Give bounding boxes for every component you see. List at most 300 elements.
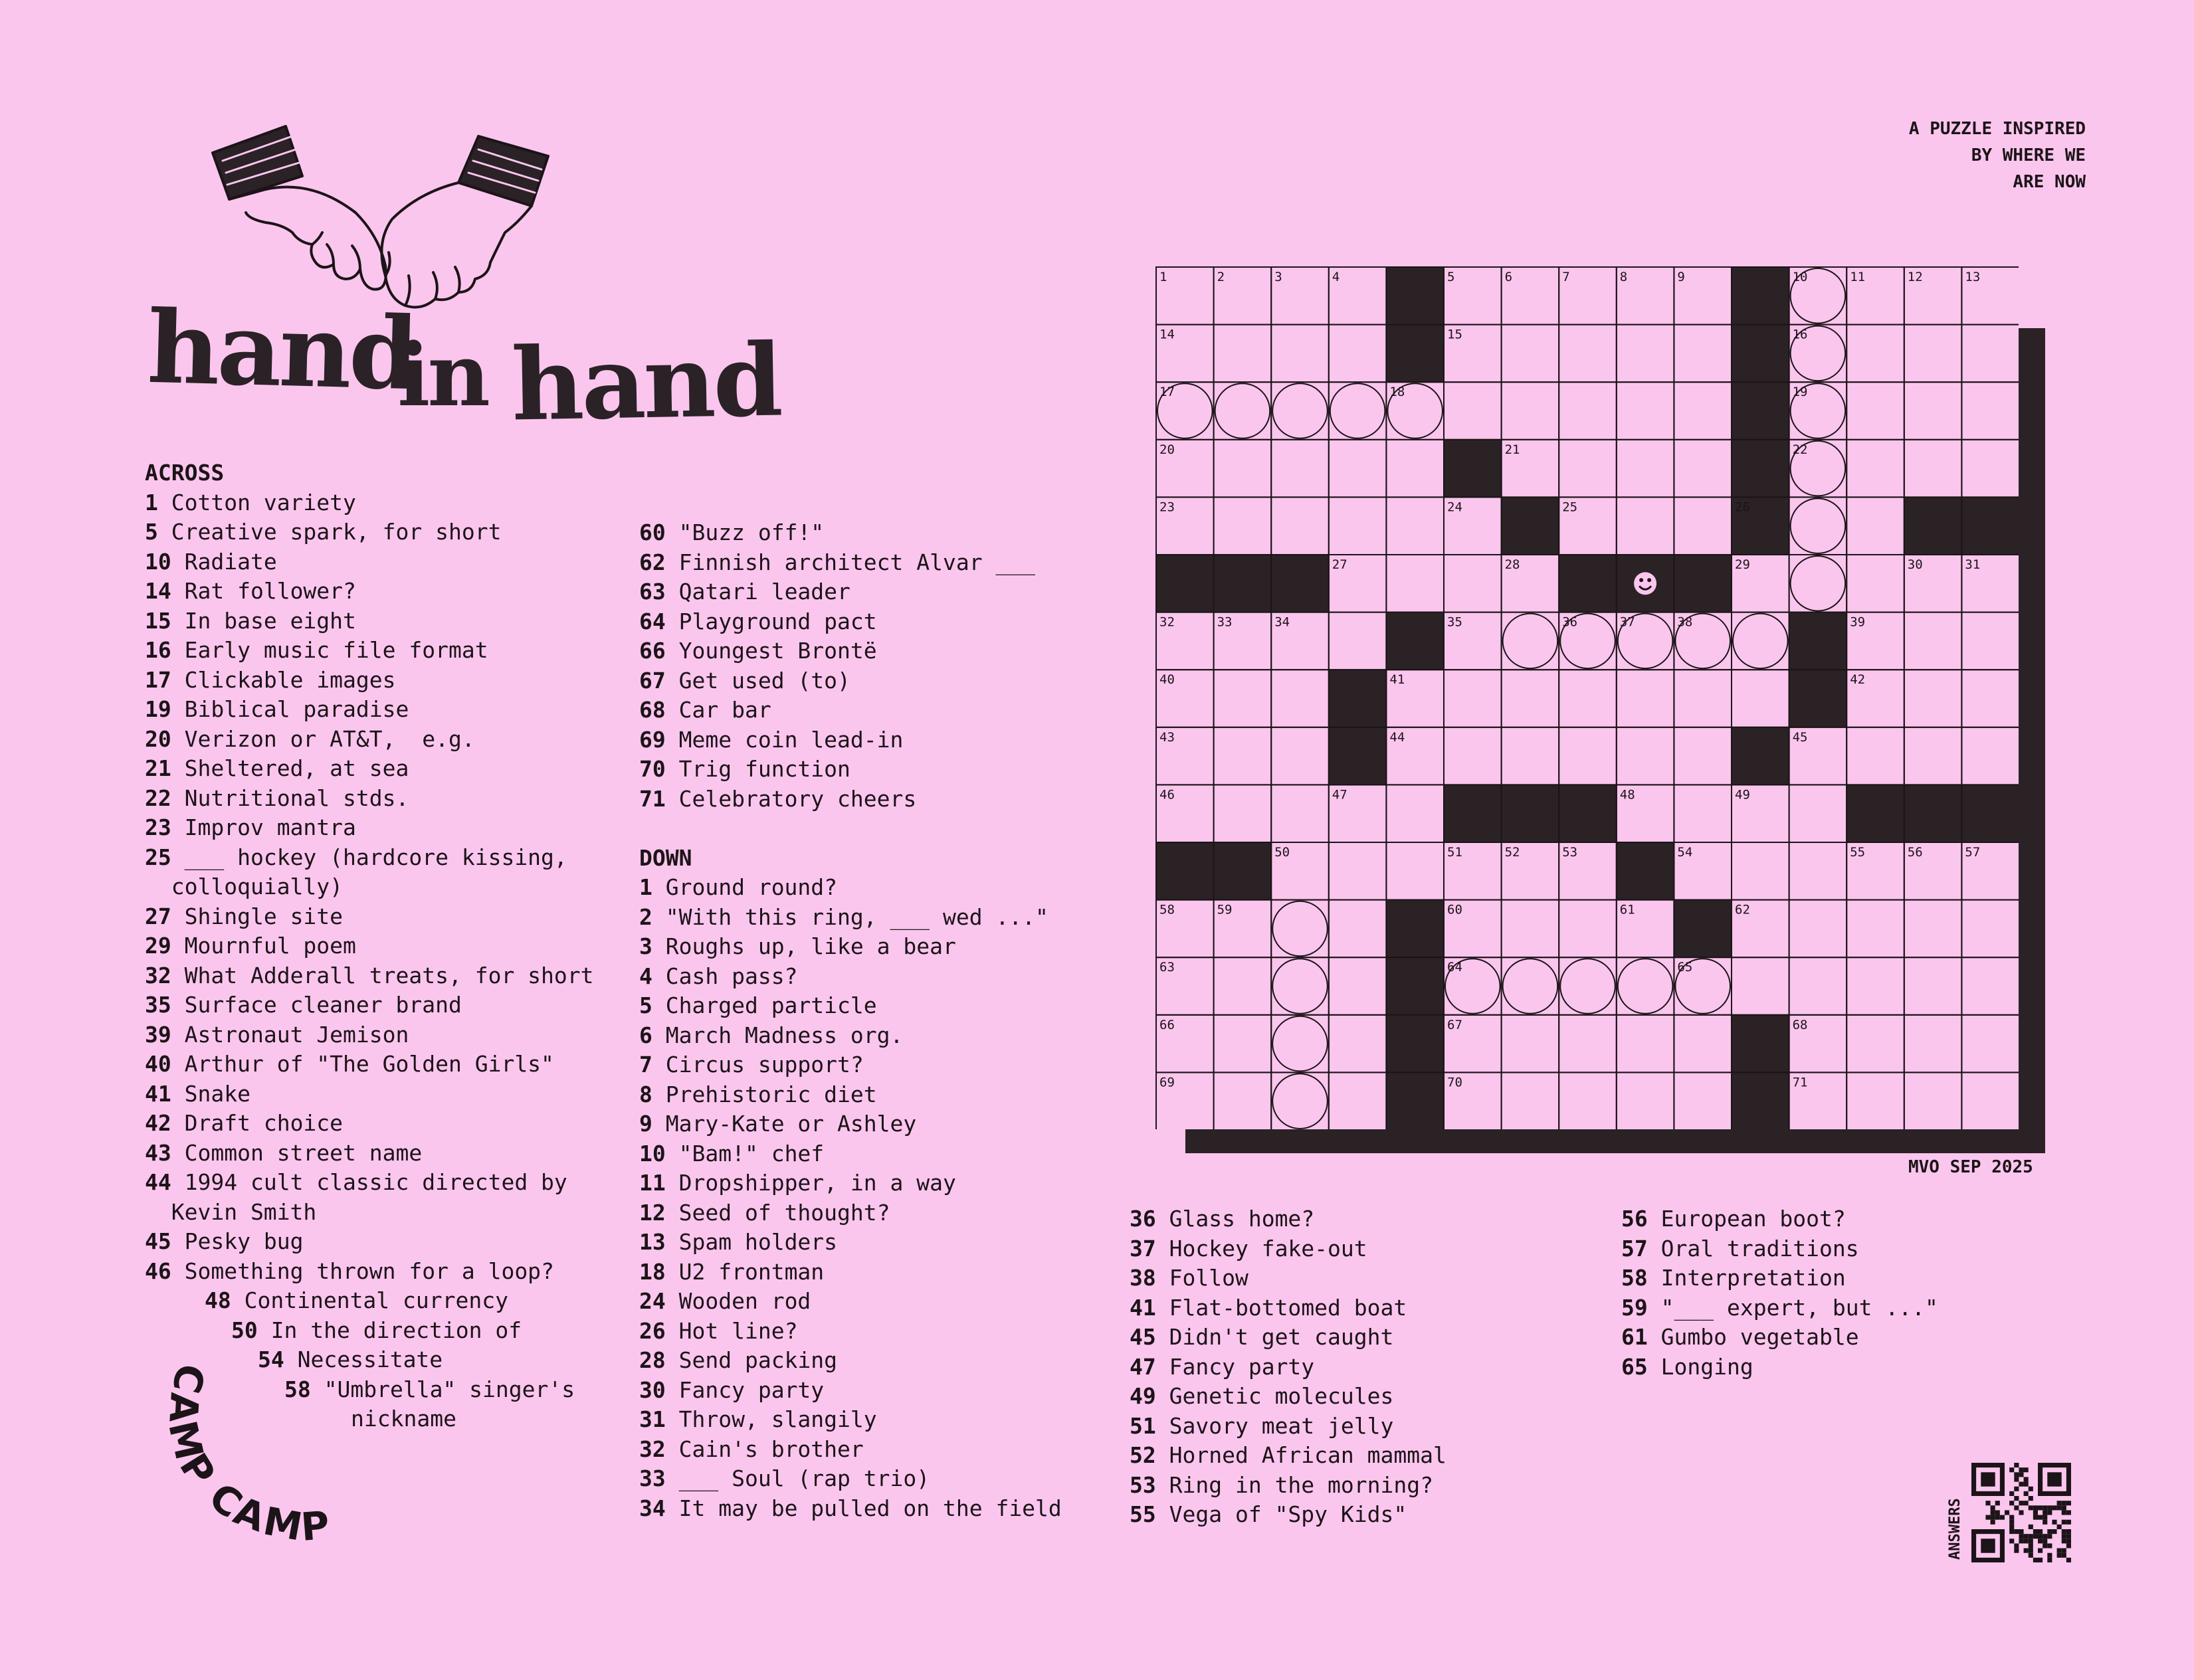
grid-block [1732,727,1789,785]
clue-number: 21 [145,755,171,781]
tagline: A PUZZLE INSPIRED BY WHERE WE ARE NOW [1908,119,2086,192]
clue-text: Genetic molecules [1169,1383,1394,1409]
clue-text: Celebratory cheers [678,785,917,812]
grid-number: 61 [1619,902,1635,917]
clue-text: Mournful poem [184,933,356,959]
grid-number: 17 [1159,385,1175,400]
qr-module [1991,1505,1995,1510]
clue-number: 28 [639,1347,666,1373]
clue-text: 1994 cult classic directed by [184,1169,567,1195]
grid-number: 13 [1965,270,1981,284]
clue-number: 22 [145,785,171,811]
clue-text: Biblical paradise [184,696,409,722]
qr-module [2014,1543,2019,1548]
grid-block [1674,555,1732,612]
clue-number: 11 [639,1170,666,1196]
grid-number: 41 [1389,672,1405,688]
clue-text: Throw, slangily [678,1406,877,1432]
down-clue [1130,1204,1446,1234]
clue-number: 36 [1130,1206,1156,1232]
qr-module [2062,1529,2066,1534]
clue-text: Draft choice [184,1110,344,1136]
clue-text: Finnish architect Alvar ___ [678,549,1036,575]
clue-text: Nutritional stds. [184,785,409,811]
qr-module [2033,1529,2038,1534]
across-clue [145,843,594,873]
qr-finder [2047,1472,2061,1486]
grid-number: 30 [1907,557,1923,572]
grid-number: 55 [1850,845,1866,860]
across-clue [639,636,1062,666]
clue-text: nickname [351,1406,456,1432]
clue-text: Seed of thought? [678,1199,890,1226]
grid-number: 46 [1159,787,1175,802]
qr-module [2024,1482,2029,1487]
clue-number: 32 [639,1436,666,1462]
clue-number: 69 [639,726,666,753]
clue-text: Mary-Kate or Ashley [665,1111,917,1137]
clue-number: 56 [1621,1206,1648,1232]
down-clue [639,903,1062,933]
qr-module [1995,1515,2000,1520]
qr-module [2019,1472,2023,1477]
down-clue [1130,1471,1446,1501]
clue-text: Creative spark, for short [171,519,502,545]
down-clue [639,991,1062,1021]
grid-number: 60 [1447,902,1462,917]
clue-number: 61 [1621,1324,1648,1350]
down-clue [1130,1323,1446,1353]
qr-module [2057,1525,2062,1529]
qr-module [2033,1510,2038,1515]
across-clue [145,902,594,932]
clue-number: 64 [639,608,666,634]
qr-module [2029,1548,2033,1553]
clue-text: Dropshipper, in a way [678,1170,956,1196]
clue-text: Glass home? [1169,1206,1315,1232]
clue-number: 55 [1130,1501,1156,1527]
qr-module [2057,1553,2062,1558]
down-clue-list-4 [1621,1204,1938,1382]
qr-module [2057,1505,2062,1510]
across-clue [145,517,594,547]
title-in: in [397,324,488,426]
grid-number: 42 [1850,672,1866,688]
across-clue [145,784,594,814]
clue-number: 50 [231,1317,258,1343]
clue-number: 54 [258,1347,284,1372]
across-clue-list-2 [639,518,1062,814]
clue-text: Wooden rod [678,1288,811,1314]
grid-block [1732,1072,1789,1129]
clue-number: 57 [1621,1235,1648,1261]
qr-module [2038,1539,2043,1543]
clue-number: 1 [639,874,652,900]
clue-number: 41 [1130,1294,1156,1321]
clue-number: 8 [639,1081,652,1107]
qr-module [2033,1505,2038,1510]
clue-number: 44 [145,1169,171,1195]
clue-text: Flat-bottomed boat [1169,1294,1407,1321]
qr-module [2033,1534,2038,1539]
clue-text: Longing [1660,1353,1753,1380]
qr-module [1985,1515,1990,1520]
across-heading: ACROSS [145,460,225,486]
clue-text: Vega of "Spy Kids" [1169,1501,1407,1527]
qr-module [2066,1543,2071,1548]
across-clue [145,813,594,843]
clue-number: 13 [639,1229,666,1255]
clue-number: 63 [639,579,666,605]
clue-number: 66 [639,638,666,664]
clue-number: 48 [205,1287,231,1313]
grid-number: 23 [1159,500,1175,515]
clue-text: Meme coin lead-in [678,726,904,753]
qr-module [2062,1505,2066,1510]
qr-module [1991,1510,1995,1515]
clue-number: 10 [145,548,171,575]
qr-module [2062,1501,2066,1505]
clue-text: Hockey fake-out [1169,1235,1367,1261]
qr-module [2024,1477,2029,1481]
grid-block [1214,842,1272,900]
grid-block [1904,497,1962,555]
grid-block [1156,842,1214,900]
grid-block [1271,555,1329,612]
clue-number: 31 [639,1406,666,1432]
clue-number: 38 [1130,1265,1156,1291]
across-clue [145,961,594,991]
down-clue [639,1494,1062,1524]
down-clue [639,1228,1062,1258]
grid-block [1732,325,1789,383]
grid-block [1674,900,1732,958]
qr-module [2009,1501,2014,1505]
clue-number: 9 [639,1111,652,1137]
clue-text: Horned African mammal [1169,1442,1446,1468]
clue-number: 34 [639,1495,666,1521]
clue-text: In the direction of [270,1317,522,1343]
grid-block [1961,785,2019,842]
qr-module [2066,1534,2071,1539]
clue-number: 60 [639,519,666,545]
clue-number: 52 [1130,1442,1156,1468]
clue-text: "Buzz off!" [678,519,825,545]
grid-number: 31 [1965,557,1981,572]
qr-module [2029,1487,2033,1491]
clue-text: March Madness org. [665,1022,904,1048]
clue-number: 5 [145,519,158,545]
clue-text: Something thrown for a loop? [184,1258,554,1284]
grid-block [1559,555,1617,612]
grid-number: 29 [1735,557,1750,572]
answers-label: ANSWERS [1947,1498,1963,1560]
grid-block [1386,900,1444,958]
down-clue [1130,1234,1446,1264]
clue-text: "With this ring, ___ wed ..." [665,903,1048,930]
grid-number: 32 [1159,614,1175,630]
across-clue [145,1316,575,1346]
grid-number: 52 [1504,845,1520,860]
grid-number: 62 [1735,902,1750,917]
title-hand-2: hand [510,322,781,444]
clue-text: Get used (to) [678,667,850,694]
grid-number: 20 [1159,442,1175,457]
clue-text: Verizon or AT&T, e.g. [184,725,475,752]
down-clue [1130,1412,1446,1442]
grid-block [1386,1015,1444,1073]
grid-number: 43 [1159,729,1175,745]
grid-number: 70 [1447,1075,1462,1090]
clue-text: European boot? [1660,1206,1846,1232]
grid-block [1846,785,1904,842]
grid-block [1789,612,1847,670]
down-clue [1621,1353,1938,1382]
qr-module [2043,1515,2047,1520]
across-clue [639,607,1062,637]
credit: MVO SEP 2025 [1908,1157,2033,1177]
grid-number: 2 [1217,270,1225,284]
qr-module [1995,1510,2000,1515]
grid-number: 59 [1217,902,1233,917]
grid-number: 6 [1504,270,1513,284]
grid-number: 64 [1447,960,1462,975]
grid-block [1789,670,1847,727]
qr-module [2029,1553,2033,1558]
clue-number: 65 [1621,1353,1648,1380]
clue-number: 49 [1130,1383,1156,1409]
clue-text: ___ hockey (hardcore kissing, [184,844,567,870]
across-clue [639,548,1062,578]
clue-number: 68 [639,697,666,723]
clue-number: 5 [639,992,652,1018]
grid-number: 71 [1792,1075,1808,1090]
grid-number: 44 [1389,729,1405,745]
grid-number: 53 [1562,845,1578,860]
grid-number: 48 [1619,787,1635,802]
grid-number: 51 [1447,845,1462,860]
clue-number: 26 [639,1317,666,1344]
grid-number: 1 [1159,270,1167,284]
clue-text: Didn't get caught [1169,1324,1394,1350]
grid-number: 33 [1217,614,1233,630]
clue-text: Ground round? [665,874,838,900]
down-clue [1130,1353,1446,1382]
grid-number: 25 [1562,500,1578,515]
across-clue-list [145,488,594,1287]
clue-text: Arthur of "The Golden Girls" [184,1051,554,1077]
qr-module [2043,1510,2047,1515]
clue-text: Continental currency [244,1287,508,1313]
clue-number: 41 [145,1080,171,1107]
grid-block [1156,555,1214,612]
clue-text: Spam holders [678,1229,838,1255]
clue-number: 47 [1130,1353,1156,1380]
clue-text: "Bam!" chef [678,1140,825,1167]
qr-module [2009,1525,2014,1529]
qr-module [1991,1515,1995,1520]
qr-module [2043,1534,2047,1539]
qr-module [2033,1515,2038,1520]
clue-number: 18 [639,1258,666,1285]
across-clue [145,1079,594,1109]
across-clue [145,1198,594,1228]
grid-number: 34 [1274,614,1290,630]
crossword-grid[interactable] [1155,266,2019,1129]
clue-text: Oral traditions [1660,1235,1859,1261]
qr-module [2047,1553,2052,1558]
down-clue [1130,1293,1446,1323]
clue-number: 53 [1130,1471,1156,1498]
grid-number: 22 [1792,442,1808,457]
grid-number: 40 [1159,672,1175,688]
clue-number: 25 [145,844,171,870]
qr-module [2024,1539,2029,1543]
down-clue [1621,1234,1938,1264]
grid-number: 14 [1159,327,1175,342]
across-clue [639,518,1062,548]
qr-module [2029,1525,2033,1529]
grid-block [1502,785,1559,842]
clue-text: Pesky bug [184,1228,304,1254]
clue-number: 62 [639,549,666,575]
clue-number: 17 [145,666,171,693]
clue-text: Qatari leader [678,579,850,605]
across-clue [145,725,594,755]
qr-module [2024,1491,2029,1496]
qr-module [2066,1520,2071,1525]
grid-number: 4 [1332,270,1340,284]
down-clue [1621,1204,1938,1234]
clue-number: 20 [145,725,171,752]
clue-number: 2 [639,903,652,930]
down-clue-list-3 [1130,1204,1446,1530]
grid-number: 11 [1850,270,1866,284]
clue-number: 71 [639,785,666,812]
clue-number: 33 [639,1465,666,1491]
clue-text: Send packing [678,1347,838,1373]
across-clue [145,695,594,725]
clue-number: 39 [145,1021,171,1048]
down-clue [1130,1382,1446,1412]
qr-module [2033,1558,2038,1562]
clue-text: Cain's brother [678,1436,864,1462]
qr-module [2043,1520,2047,1525]
qr-module [2029,1505,2033,1510]
qr-module [2019,1534,2023,1539]
clue-number: 67 [639,667,666,694]
clue-text: Trig function [678,756,850,782]
qr-module [2038,1515,2043,1520]
down-clue [639,932,1062,962]
camp-camp-text: CAMP CAMP [159,1359,334,1550]
grid-number: 15 [1447,327,1462,342]
grid-block [1444,785,1502,842]
grid-number: 7 [1562,270,1570,284]
qr-code-icon[interactable] [1969,1463,2073,1562]
qr-module [2019,1529,2023,1534]
across-clue [145,636,594,666]
clue-number: 70 [639,756,666,782]
grid-number: 10 [1792,270,1808,284]
clue-text: Playground pact [678,608,877,634]
qr-module [2047,1505,2052,1510]
clue-text: colloquially) [145,874,344,899]
qr-module [2009,1539,2014,1543]
clue-text: Necessitate [297,1347,443,1372]
clue-text: It may be pulled on the field [678,1495,1062,1521]
qr-module [2024,1534,2029,1539]
across-clue [145,872,594,902]
grid-number: 45 [1792,729,1808,745]
clue-number: 29 [145,933,171,959]
qr-module [2062,1534,2066,1539]
grid-number: 26 [1735,500,1750,515]
qr-module [2014,1463,2019,1467]
grid-number: 57 [1965,845,1981,860]
grid-block [1617,842,1674,900]
grid-number: 38 [1677,614,1693,630]
clue-text: Fancy party [1169,1353,1315,1380]
clue-number: 59 [1621,1294,1648,1321]
clue-number: 10 [639,1140,666,1167]
qr-module [2066,1510,2071,1515]
clue-number: 40 [145,1051,171,1077]
grid-number: 58 [1159,902,1175,917]
grid-number: 50 [1274,845,1290,860]
down-clue [639,1021,1062,1051]
qr-module [2047,1534,2052,1539]
clue-text: Interpretation [1660,1265,1846,1291]
clue-text: Cotton variety [171,489,356,515]
clue-text: Follow [1169,1265,1248,1291]
down-clue [1621,1293,1938,1323]
qr-module [2009,1515,2014,1520]
qr-module [2047,1558,2052,1562]
clue-text: Charged particle [665,992,877,1018]
camp-camp-logo [133,1349,399,1568]
clue-text: What Adderall treats, for short [184,962,594,988]
qr-module [2066,1539,2071,1543]
qr-module [2024,1501,2029,1505]
qr-module [2047,1529,2052,1534]
down-clue [1621,1263,1938,1293]
qr-module [2066,1501,2071,1505]
clue-text: In base eight [184,607,356,634]
grid-number: 18 [1389,385,1405,400]
across-clue [145,607,594,636]
qr-module [2057,1501,2062,1505]
qr-module [2052,1529,2056,1534]
grid-shadow-right [2019,328,2045,1153]
clue-text: Savory meat jelly [1169,1412,1394,1439]
clue-number: 7 [639,1052,652,1077]
down-clue [639,1346,1062,1376]
across-clue [639,785,1062,814]
qr-module [2029,1534,2033,1539]
qr-module [2052,1520,2056,1525]
grid-block [1904,785,1962,842]
qr-module [2062,1510,2066,1515]
grid-number: 8 [1619,270,1628,284]
clue-text: Car bar [678,697,771,723]
qr-module [2000,1515,2005,1520]
grid-block [1329,727,1387,785]
clue-number: 4 [639,963,652,989]
clue-text: Circus support? [665,1052,864,1077]
qr-module [2038,1529,2043,1534]
across-clue [145,1257,594,1287]
